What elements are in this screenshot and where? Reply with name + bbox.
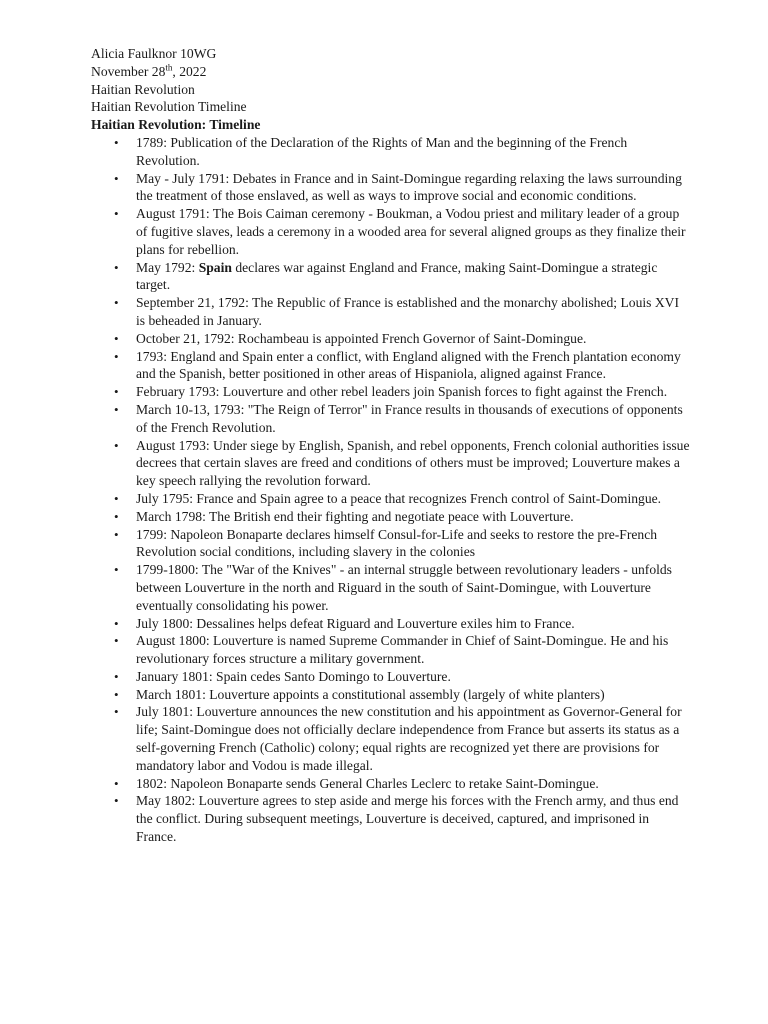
timeline-item-text: August 1791: The Bois Caiman ceremony - Boukman, a Vodou priest and military leader of a group of fugitive slaves, leads a ceremony in a wooded area for several aligned groups as they finalize their plans for rebellion.: [136, 206, 686, 257]
timeline-item: [114, 490, 691, 508]
bullet-icon: •: [114, 508, 119, 524]
author-line: Alicia Faulknor 10WG: [91, 46, 217, 61]
timeline-item: [114, 703, 691, 774]
bullet-icon: •: [114, 437, 119, 453]
timeline-item-text: July 1800: Dessalines helps defeat Riguard and Louverture exiles him to France.: [136, 615, 575, 631]
timeline-item-bold: Spain: [198, 259, 232, 275]
timeline-item: [114, 792, 691, 845]
timeline-item-suffix: declares war against England and France, making Saint-Domingue a strategic target.: [136, 259, 658, 293]
timeline-item: [114, 401, 691, 437]
bullet-icon: •: [114, 206, 119, 222]
bullet-icon: •: [114, 490, 119, 506]
timeline-list: [91, 134, 691, 846]
bullet-icon: •: [114, 615, 119, 631]
timeline-item: [114, 561, 691, 614]
bullet-icon: •: [114, 134, 119, 150]
date-suffix: , 2022: [172, 63, 207, 79]
timeline-item: [114, 383, 691, 401]
bullet-icon: •: [114, 562, 119, 578]
bullet-icon: •: [114, 704, 119, 720]
bullet-icon: •: [114, 348, 119, 364]
timeline-item: [114, 508, 691, 526]
bullet-icon: •: [114, 384, 119, 400]
bullet-icon: •: [114, 668, 119, 684]
timeline-item-text: July 1801: Louverture announces the new constitution and his appointment as Governor-General for life; Saint-Domingue does not officially declare independence from France but asserts its status as a self-governing French (Catholic) colony; equal rights are recognized yet there are provisions for mandatory labor and Vodou is made illegal.: [136, 704, 682, 773]
timeline-item: [114, 134, 691, 170]
timeline-item: [114, 330, 691, 348]
timeline-item-text: March 1801: Louverture appoints a constitutional assembly (largely of white planters): [136, 686, 605, 702]
bullet-icon: •: [114, 775, 119, 791]
bullet-icon: •: [114, 330, 119, 346]
timeline-item-text: August 1793: Under siege by English, Spanish, and rebel opponents, French colonial authorities issue decrees that certain slaves are freed and conditions of others must be improved; Louverture makes a key speech rallying the revolution forward.: [136, 437, 690, 489]
timeline-item-text: 1789: Publication of the Declaration of the Rights of Man and the beginning of the French Revolution.: [136, 134, 628, 168]
timeline-item: [114, 615, 691, 633]
bullet-icon: •: [114, 401, 119, 417]
bullet-icon: •: [114, 170, 119, 186]
timeline-item: [114, 775, 691, 793]
timeline-item-text: January 1801: Spain cedes Santo Domingo to Louverture.: [136, 668, 451, 684]
timeline-item-text: October 21, 1792: Rochambeau is appointed French Governor of Saint-Domingue.: [136, 330, 587, 346]
bullet-icon: •: [114, 526, 119, 542]
timeline-item-text: 1802: Napoleon Bonaparte sends General Charles Leclerc to retake Saint-Domingue.: [136, 775, 599, 791]
timeline-item: [114, 348, 691, 384]
timeline-item: [114, 205, 691, 258]
timeline-item-text: May 1802: Louverture agrees to step aside and merge his forces with the French army, and thus end the conflict. During subsequent meetings, Louverture is deceived, captured, and imprisoned in France.: [136, 793, 679, 845]
timeline-item-text: September 21, 1792: The Republic of France is established and the monarchy abolished; Louis XVI is beheaded in January.: [136, 295, 679, 328]
timeline-item: [114, 668, 691, 686]
bullet-icon: •: [114, 793, 119, 809]
timeline-item: [114, 170, 691, 206]
timeline-item: [114, 526, 691, 562]
bullet-icon: •: [114, 259, 119, 275]
timeline-item-text: 1799-1800: The "War of the Knives" - an internal struggle between revolutionary leaders - unfolds between Louverture in the north and Riguard in the south of Saint-Domingue, with Louverture eventually consolidating his power.: [136, 562, 672, 613]
timeline-item: [114, 294, 691, 330]
timeline-item-text: March 10-13, 1793: "The Reign of Terror" in France results in thousands of executions of opponents of the French Revolution.: [136, 401, 683, 435]
bullet-icon: •: [114, 295, 119, 311]
timeline-item: [114, 632, 691, 668]
timeline-item-prefix: May 1792:: [136, 259, 199, 275]
bullet-icon: •: [114, 633, 119, 649]
timeline-item-text: February 1793: Louverture and other rebel leaders join Spanish forces to fight against the French.: [136, 384, 668, 400]
timeline-item-text: May - July 1791: Debates in France and in Saint-Domingue regarding relaxing the laws surrounding the treatment of those enslaved, as well as ways to improve social and economic conditions.: [136, 170, 682, 204]
document-page: [91, 45, 691, 846]
timeline-item: [114, 437, 691, 490]
timeline-item-text: July 1795: France and Spain agree to a peace that recognizes French control of Saint-Domingue.: [136, 490, 662, 506]
timeline-heading: Haitian Revolution: Timeline: [91, 117, 261, 133]
date-ordinal: th: [165, 62, 173, 73]
timeline-item: [114, 259, 691, 295]
title-line: Haitian Revolution Timeline: [91, 99, 247, 115]
date-prefix: November 28: [91, 63, 166, 79]
timeline-item-text: August 1800: Louverture is named Supreme Commander in Chief of Saint-Domingue. He and his revolutionary forces structure a military government.: [136, 633, 669, 667]
date-line: [91, 63, 691, 81]
timeline-item-text: 1793: England and Spain enter a conflict, with England aligned with the French plantation economy and the Spanish, better positioned in other areas of Hispaniola, aligned against France.: [136, 348, 681, 382]
subject-line: Haitian Revolution: [91, 81, 195, 97]
timeline-item-text: 1799: Napoleon Bonaparte declares himself Consul-for-Life and seeks to restore the pre-French Revolution social conditions, including slavery in the colonies: [136, 526, 658, 560]
bullet-icon: •: [114, 686, 119, 702]
timeline-item-text: March 1798: The British end their fighting and negotiate peace with Louverture.: [136, 508, 574, 524]
timeline-item: [114, 686, 691, 704]
